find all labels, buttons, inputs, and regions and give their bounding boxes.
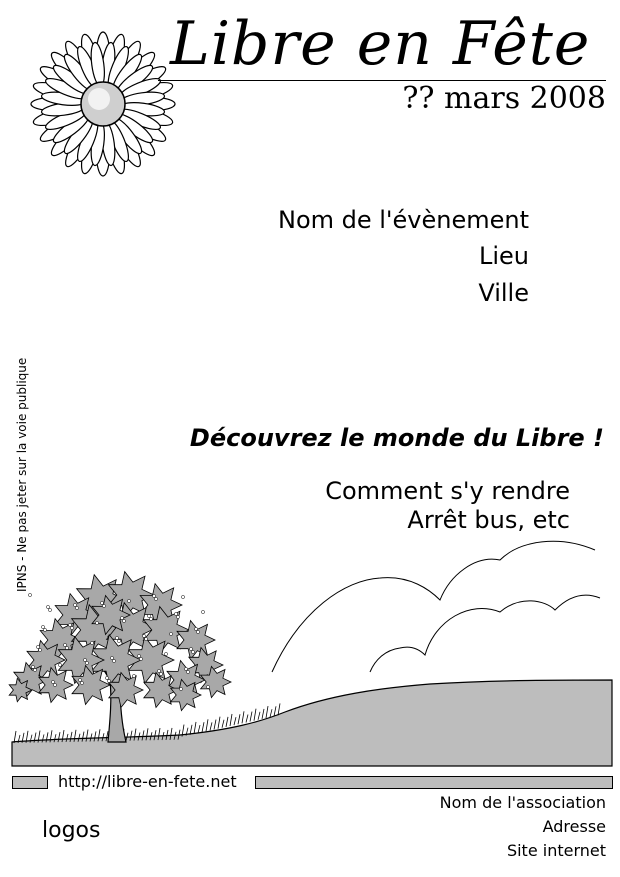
directions-heading: Comment s'y rendre: [325, 477, 570, 505]
foliage-speckle: [90, 641, 93, 644]
grass-blade: [246, 714, 248, 722]
grass-blade: [206, 719, 208, 731]
foliage-speckle: [83, 658, 86, 661]
tagline: Découvrez le monde du Libre !: [189, 424, 604, 452]
grass-blade: [198, 725, 200, 733]
foliage-speckle: [174, 612, 177, 615]
ipns-notice: IPNS - Ne pas jeter sur la voie publique: [15, 357, 29, 592]
foliage-speckle: [38, 648, 41, 651]
event-name: Nom de l'évènement: [277, 206, 529, 234]
foliage-speckle: [147, 614, 150, 617]
foliage-speckle: [31, 665, 34, 668]
foliage-speckle: [100, 601, 103, 604]
directions-detail: Arrêt bus, etc: [407, 506, 570, 534]
foliage-speckle: [176, 615, 179, 618]
foliage-speckle: [194, 627, 197, 630]
grass-blade: [274, 706, 276, 716]
foliage-speckle: [157, 669, 160, 672]
event-date: ?? mars 2008: [402, 81, 606, 116]
tree-foliage-cluster: [177, 621, 215, 660]
foliage-speckle: [107, 679, 110, 682]
foliage-speckle: [51, 680, 54, 683]
foliage-speckle: [58, 663, 61, 666]
foliage-speckle: [201, 610, 204, 613]
foliage-speckle: [28, 593, 31, 596]
foliage-speckle: [189, 647, 192, 650]
foliage-speckle: [152, 594, 155, 597]
grass-blade: [242, 711, 244, 723]
event-place: Lieu: [478, 242, 529, 270]
grass-blade: [226, 717, 228, 727]
hill-ground: [12, 680, 612, 766]
foliage-speckle: [159, 672, 162, 675]
foliage-speckle: [33, 668, 36, 671]
foliage-speckle: [120, 616, 123, 619]
foliage-speckle: [43, 628, 46, 631]
footer-bar-right: [255, 776, 613, 789]
grass-blade: [262, 709, 264, 719]
foliage-speckle: [80, 681, 83, 684]
event-city: Ville: [478, 279, 529, 307]
foliage-speckle: [78, 678, 81, 681]
foliage-speckle: [154, 597, 157, 600]
grass-blade: [258, 712, 260, 720]
poster-title: Libre en Fête: [170, 9, 591, 79]
footer-bar-left: [12, 776, 48, 789]
foliage-speckle: [53, 683, 56, 686]
foliage-speckle: [117, 639, 120, 642]
foliage-speckle: [110, 656, 113, 659]
foliage-speckle: [65, 646, 68, 649]
foliage-speckle: [95, 621, 98, 624]
grass-blade: [238, 714, 240, 724]
foliage-speckle: [137, 654, 140, 657]
foliage-speckle: [186, 670, 189, 673]
foliage-speckle: [144, 637, 147, 640]
foliage-speckle: [169, 632, 172, 635]
grass-blade: [250, 712, 252, 722]
foliage-speckle: [191, 650, 194, 653]
cloud-outline: [370, 595, 600, 672]
grass-blade: [222, 720, 224, 728]
grass-blade: [210, 722, 212, 730]
foliage-speckle: [63, 643, 66, 646]
foliage-speckle: [139, 657, 142, 660]
foliage-speckle: [70, 626, 73, 629]
foliage-speckle: [68, 623, 71, 626]
foliage-speckle: [179, 687, 182, 690]
association-address: Adresse: [542, 817, 606, 836]
foliage-speckle: [48, 608, 51, 611]
foliage-speckle: [41, 625, 44, 628]
foliage-speckle: [206, 685, 209, 688]
foliage-speckle: [184, 667, 187, 670]
cloud-outline: [272, 541, 595, 672]
grass-blade: [218, 717, 220, 729]
grass-blade: [234, 717, 236, 725]
foliage-speckle: [149, 617, 152, 620]
foliage-speckle: [46, 605, 49, 608]
foliage-speckle: [164, 652, 167, 655]
foliage-speckle: [102, 604, 105, 607]
foliage-speckle: [127, 599, 130, 602]
grass-blade: [266, 706, 268, 718]
foliage-speckle: [85, 661, 88, 664]
grass-blade: [194, 722, 196, 734]
grass-blade: [214, 720, 216, 730]
grass-blade: [270, 709, 272, 717]
association-name: Nom de l'association: [439, 793, 606, 812]
footer-url[interactable]: http://libre-en-fete.net: [58, 772, 237, 791]
foliage-speckle: [75, 606, 78, 609]
foliage-speckle: [73, 603, 76, 606]
grass-blade: [254, 709, 256, 721]
foliage-speckle: [105, 676, 108, 679]
foliage-speckle: [36, 645, 39, 648]
foliage-speckle: [142, 634, 145, 637]
association-website: Site internet: [506, 841, 606, 860]
grass-blade: [230, 714, 232, 726]
foliage-speckle: [132, 674, 135, 677]
foliage-speckle: [112, 659, 115, 662]
grass-blade: [202, 722, 204, 732]
foliage-speckle: [181, 595, 184, 598]
logos-placeholder: logos: [42, 818, 101, 843]
foliage-speckle: [115, 636, 118, 639]
foliage-speckle: [196, 630, 199, 633]
foliage-speckle: [122, 619, 125, 622]
